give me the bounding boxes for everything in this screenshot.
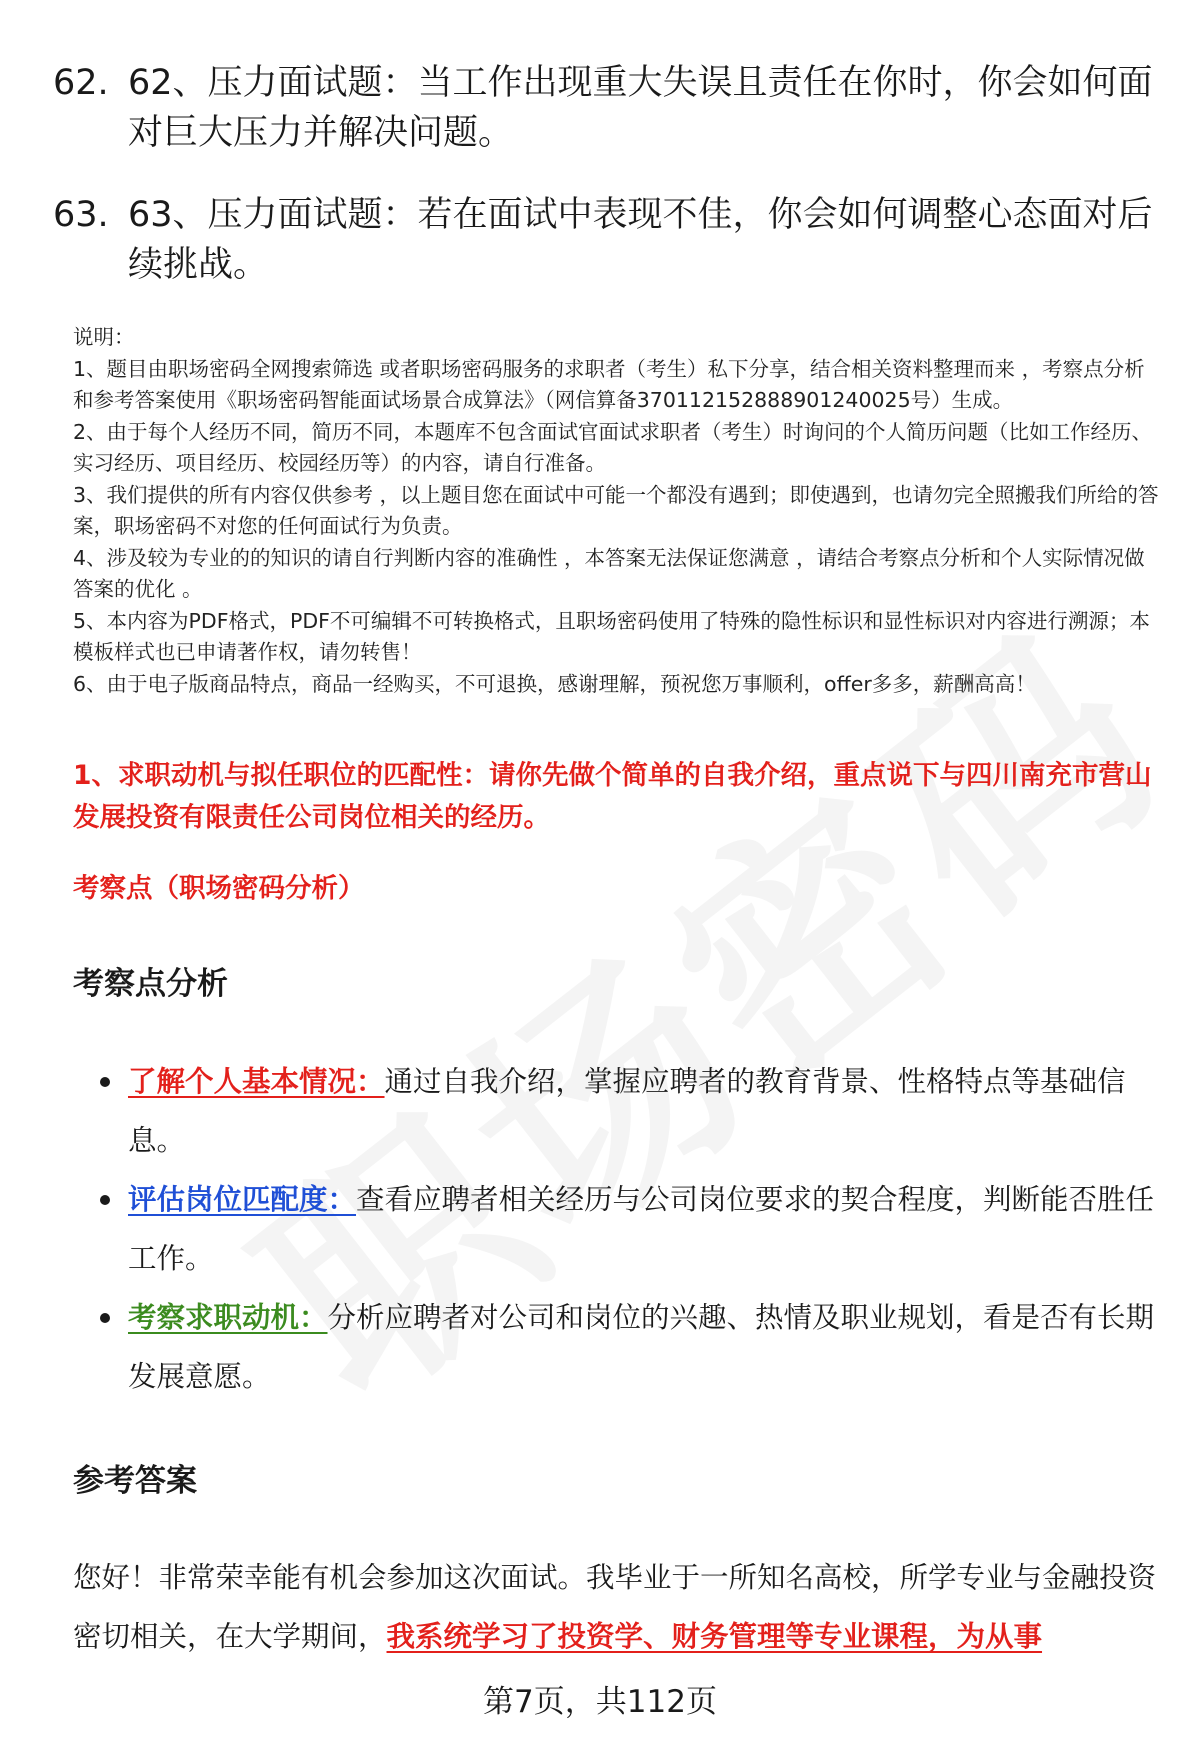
bullet-icon <box>100 1195 110 1205</box>
bullet-keyword: 评估岗位匹配度： <box>128 1183 357 1216</box>
notes-title: 说明： <box>73 325 135 349</box>
note-item: 1、题目由职场密码全网搜索筛选 或者职场密码服务的求职者（考生）私下分享，结合相关资料整理而来 ，考察点分析和参考答案使用《职场密码智能面试场景合成算法》（网信算备370112152888901240025号）生成。 <box>73 356 1145 412</box>
answer-text: 您好！非常荣幸能有机会参加这次面试。我毕业于一所知名高校，所学专业与金融投资密切相关，在大学期间， <box>73 1561 1157 1653</box>
note-item: 3、我们提供的所有内容仅供参考 ，以上题目您在面试中可能一个都没有遇到；即使遇到，也请勿完全照搬我们所给的答案，职场密码不对您的任何面试行为负责。 <box>73 482 1159 538</box>
bullet-text: 查看应聘者相关经历与公司岗位要求的契合程度，判断能否胜任工作。 <box>128 1183 1155 1275</box>
analysis-heading: 考察点分析 <box>73 966 228 1002</box>
question-item-63 <box>53 190 1163 290</box>
list-item <box>73 1170 1163 1288</box>
bullet-icon <box>100 1077 110 1087</box>
answer-heading: 参考答案 <box>73 1463 197 1499</box>
question-number: 62. <box>53 63 109 103</box>
bullet-text: 分析应聘者对公司和岗位的兴趣、热情及职业规划，看是否有长期发展意愿。 <box>128 1301 1155 1393</box>
question-text: 63、压力面试题：若在面试中表现不佳，你会如何调整心态面对后续挑战。 <box>128 195 1153 285</box>
bullet-keyword: 了解个人基本情况： <box>128 1065 385 1098</box>
question-number: 63. <box>53 195 109 235</box>
question-title: 1、求职动机与拟任职位的匹配性：请你先做个简单的自我介绍，重点说下与四川南充市营山发展投资有限责任公司岗位相关的经历。 <box>73 760 1152 833</box>
answer-highlight: 我系统学习了投资学、财务管理等专业课程，为从事 <box>386 1620 1043 1653</box>
note-item: 4、涉及较为专业的的知识的请自行判断内容的准确性 ，本答案无法保证您满意 ，请结合考察点分析和个人实际情况做答案的优化 。 <box>73 545 1145 601</box>
list-item <box>73 1288 1163 1406</box>
question-subtitle: 考察点（职场密码分析） <box>73 873 365 904</box>
bullet-icon <box>100 1313 110 1323</box>
answer-paragraph <box>73 1548 1163 1666</box>
question-item-62 <box>53 58 1163 158</box>
bullet-text: 通过自我介绍，掌握应聘者的教育背景、性格特点等基础信息。 <box>128 1065 1126 1157</box>
bullet-keyword: 考察求职动机： <box>128 1301 328 1334</box>
question-text: 62、压力面试题：当工作出现重大失误且责任在你时，你会如何面对巨大压力并解决问题。 <box>128 63 1153 153</box>
list-item <box>73 1052 1163 1170</box>
notes-section <box>73 322 1163 700</box>
note-item: 5、本内容为PDF格式，PDF不可编辑不可转换格式，且职场密码使用了特殊的隐性标识和显性标识对内容进行溯源；本模板样式也已申请著作权，请勿转售！ <box>73 608 1150 664</box>
note-item: 2、由于每个人经历不同，简历不同，本题库不包含面试官面试求职者（考生）时询问的个人简历问题（比如工作经历、实习经历、项目经历、校园经历等）的内容，请自行准备。 <box>73 419 1153 475</box>
page-number: 第7页，共112页 <box>483 1684 717 1720</box>
note-item: 6、由于电子版商品特点，商品一经购买，不可退换，感谢理解，预祝您万事顺利，offer多多，薪酬高高！ <box>73 671 1036 696</box>
analysis-list <box>73 1052 1163 1406</box>
